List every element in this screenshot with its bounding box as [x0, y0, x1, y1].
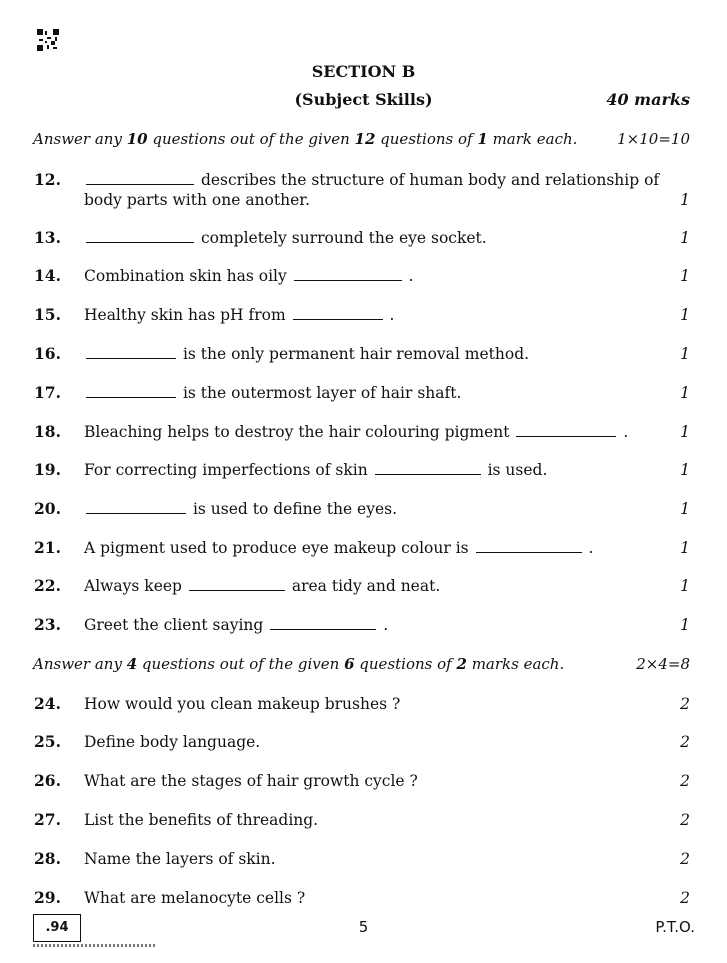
question-mark: 1: [680, 616, 690, 634]
question-text: Greet the client saying .: [84, 616, 389, 634]
question-text: Healthy skin has pH from .: [84, 306, 395, 324]
question-number: 22.: [34, 576, 61, 595]
question-mark: 2: [680, 811, 690, 829]
qr-code-icon: [37, 29, 59, 51]
pto-label: P.T.O.: [655, 918, 695, 936]
answer-blank[interactable]: [86, 170, 194, 185]
question-mark: 1: [680, 461, 690, 479]
question-mark: 2: [680, 772, 690, 790]
question-mark: 1: [680, 423, 690, 441]
barcode-strip: [33, 944, 157, 947]
instruction-one-mark: [33, 130, 690, 148]
question-number: 15.: [34, 305, 61, 324]
question-text: List the benefits of threading.: [84, 811, 319, 829]
question-number: 27.: [34, 810, 61, 829]
question-text: What are melanocyte cells ?: [84, 889, 306, 907]
answer-blank[interactable]: [86, 344, 176, 359]
answer-blank[interactable]: [516, 422, 616, 437]
question-text: Name the layers of skin.: [84, 850, 276, 868]
question-number: 13.: [34, 228, 61, 247]
question-text: is the only permanent hair removal method.: [84, 344, 664, 364]
question-text: completely surround the eye socket.: [84, 228, 664, 248]
question-mark: 2: [680, 889, 690, 907]
question-text: A pigment used to produce eye makeup colour is .: [84, 539, 594, 557]
question-number: 26.: [34, 771, 61, 790]
question-number: 19.: [34, 460, 61, 479]
instruction-total: 1×10=10: [617, 130, 690, 148]
question-number: 28.: [34, 849, 61, 868]
answer-blank[interactable]: [293, 305, 383, 320]
question-number: 14.: [34, 266, 61, 285]
question-mark: 1: [680, 191, 690, 209]
answer-blank[interactable]: [270, 615, 376, 630]
answer-blank[interactable]: [476, 538, 582, 553]
answer-blank[interactable]: [375, 460, 481, 475]
question-mark: 1: [680, 500, 690, 518]
page-number: 5: [358, 918, 369, 936]
section-marks: 40 marks: [606, 90, 690, 109]
question-text: describes the structure of human body and relationship of body parts with one another.: [84, 171, 660, 209]
question-mark: 2: [680, 850, 690, 868]
question-text: Combination skin has oily .: [84, 267, 414, 285]
question-text: How would you clean makeup brushes ?: [84, 695, 401, 713]
question-text: is used to define the eyes.: [84, 499, 664, 519]
question-mark: 1: [680, 345, 690, 363]
question-text: What are the stages of hair growth cycle ?: [84, 772, 418, 790]
question-text: Define body language.: [84, 733, 261, 751]
question-number: 25.: [34, 732, 61, 751]
question-item: [0, 170, 727, 210]
answer-blank[interactable]: [86, 228, 194, 243]
question-text: Always keep area tidy and neat.: [84, 577, 441, 595]
section-title: SECTION B: [311, 62, 416, 81]
question-mark: 1: [680, 577, 690, 595]
question-mark: 1: [680, 539, 690, 557]
question-mark: 1: [680, 229, 690, 247]
instruction-text: Answer any 4 questions out of the given 6 questions of 2 marks each.: [33, 655, 565, 673]
question-text: is the outermost layer of hair shaft.: [84, 383, 664, 403]
question-text: Bleaching helps to destroy the hair colouring pigment .: [84, 423, 629, 441]
question-text: For correcting imperfections of skin is used.: [84, 461, 548, 479]
question-mark: 1: [680, 267, 690, 285]
answer-blank[interactable]: [294, 266, 402, 281]
question-number: 16.: [34, 344, 61, 363]
question-number: 17.: [34, 383, 61, 402]
question-mark: 2: [680, 733, 690, 751]
question-number: 12.: [34, 170, 61, 189]
question-mark: 1: [680, 384, 690, 402]
answer-blank[interactable]: [86, 383, 176, 398]
question-number: 24.: [34, 694, 61, 713]
question-number: 29.: [34, 888, 61, 907]
question-number: 20.: [34, 499, 61, 518]
instruction-two-marks: [33, 655, 690, 673]
answer-blank[interactable]: [189, 576, 285, 591]
subject-title: (Subject Skills): [294, 90, 433, 109]
instruction-total: 2×4=8: [636, 655, 690, 673]
paper-code-box: .94: [33, 914, 81, 942]
question-mark: 1: [680, 306, 690, 324]
question-number: 21.: [34, 538, 61, 557]
instruction-text: Answer any 10 questions out of the given 12 questions of 1 mark each.: [33, 130, 578, 148]
question-number: 23.: [34, 615, 61, 634]
question-number: 18.: [34, 422, 61, 441]
question-mark: 2: [680, 695, 690, 713]
answer-blank[interactable]: [86, 499, 186, 514]
